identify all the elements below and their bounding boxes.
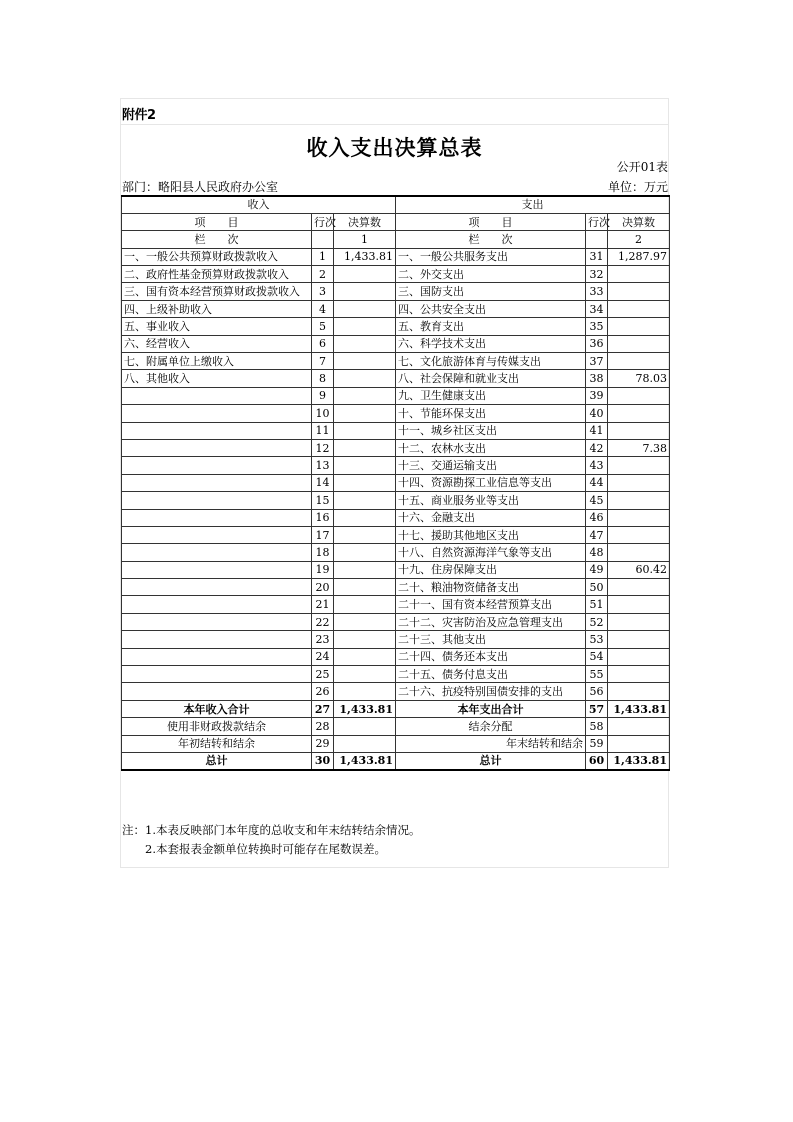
grand-income-total-label: 总计 [122,753,312,770]
income-item-cell: 三、国有资本经营预算财政拨款收入 [122,283,312,300]
table-row [122,370,670,387]
expense-item-cell: 二十二、灾害防治及应急管理支出 [396,613,586,630]
expense-line-cell: 53 [586,631,608,648]
expense-amount-cell: 78.03 [608,370,670,387]
income-line-cell: 14 [312,474,334,491]
expense-amount-cell [608,318,670,335]
income-amount-cell: 1,433.81 [334,248,396,265]
income-amount-cell [334,683,396,700]
income-line-cell: 2 [312,266,334,283]
year-expense-total-label: 本年支出合计 [396,700,586,717]
income-item-cell: 二、政府性基金预算财政拨款收入 [122,266,312,283]
table-cell: 30 [312,753,334,770]
income-item-cell [122,474,312,491]
column-number-row [122,231,670,248]
empty-cell [586,231,608,248]
income-item-cell [122,666,312,683]
expense-item-cell: 十五、商业服务业等支出 [396,492,586,509]
expense-item-cell: 七、文化旅游体育与传媒支出 [396,353,586,370]
table-row [122,631,670,648]
expense-item-cell: 十二、农林水支出 [396,439,586,456]
expense-line-header: 行次 [586,213,608,230]
income-amount-cell [334,370,396,387]
expense-item-cell: 十三、交通运输支出 [396,457,586,474]
expense-amount-cell [608,596,670,613]
income-line-cell: 24 [312,648,334,665]
income-line-cell: 20 [312,579,334,596]
income-header: 收入 [122,196,396,213]
expense-item-cell: 二十三、其他支出 [396,631,586,648]
income-item-cell [122,509,312,526]
expense-amount-cell [608,405,670,422]
expense-line-cell: 47 [586,526,608,543]
income-column-number: 1 [334,231,396,248]
income-item-cell [122,579,312,596]
income-line-cell: 21 [312,596,334,613]
table-row [122,474,670,491]
income-line-cell: 4 [312,300,334,317]
expense-amount-cell [608,631,670,648]
expense-line-cell: 56 [586,683,608,700]
attachment-label: 附件2 [122,108,156,123]
table-cell [334,718,396,735]
income-item-cell: 四、上级补助收入 [122,300,312,317]
table-cell: 27 [312,700,334,717]
income-line-cell: 19 [312,561,334,578]
table-cell: 28 [312,718,334,735]
income-line-cell: 13 [312,457,334,474]
expense-line-cell: 37 [586,353,608,370]
expense-line-cell: 49 [586,561,608,578]
table-cell: 57 [586,700,608,717]
table-row [122,735,670,752]
form-number: 公开01表 [616,160,668,174]
income-amount-cell [334,387,396,404]
income-column-label: 栏 次 [122,231,312,248]
income-line-header: 行次 [312,213,334,230]
table-row [122,561,670,578]
surplus-distribution-label: 结余分配 [396,718,586,735]
expense-line-cell: 55 [586,666,608,683]
income-line-cell: 17 [312,526,334,543]
expense-header: 支出 [396,196,670,213]
unit-label: 单位：万元 [607,180,668,194]
table-row [122,439,670,456]
table-row [122,387,670,404]
income-line-cell: 18 [312,544,334,561]
income-amount-cell [334,492,396,509]
table-cell: 29 [312,735,334,752]
expense-item-header: 项 目 [396,213,586,230]
table-row [122,283,670,300]
income-item-header: 项 目 [122,213,312,230]
table-row [122,266,670,283]
page-title: 收入支出决算总表 [306,136,483,160]
column-header-row [122,213,670,230]
income-item-cell [122,648,312,665]
expense-item-cell: 十一、城乡社区支出 [396,422,586,439]
income-amount-cell [334,266,396,283]
income-item-cell [122,596,312,613]
income-expense-table [121,195,670,771]
expense-amount-cell [608,544,670,561]
table-row [122,596,670,613]
income-line-cell: 25 [312,666,334,683]
grand-expense-total-amount: 1,433.81 [608,753,670,770]
income-line-cell: 15 [312,492,334,509]
expense-item-cell: 八、社会保障和就业支出 [396,370,586,387]
grand-total-row [122,753,670,770]
income-item-cell: 一、一般公共预算财政拨款收入 [122,248,312,265]
income-item-cell [122,631,312,648]
expense-item-cell: 四、公共安全支出 [396,300,586,317]
income-line-cell: 9 [312,387,334,404]
table-row [122,579,670,596]
expense-line-cell: 36 [586,335,608,352]
expense-amount-cell [608,683,670,700]
table-cell [608,718,670,735]
expense-item-cell: 二、外交支出 [396,266,586,283]
income-item-cell: 六、经营收入 [122,335,312,352]
income-amount-cell [334,422,396,439]
table-cell [608,735,670,752]
divider [120,124,669,125]
income-amount-cell [334,405,396,422]
year-income-total-amount: 1,433.81 [334,700,396,717]
expense-item-cell: 十八、自然资源海洋气象等支出 [396,544,586,561]
grand-income-total-amount: 1,433.81 [334,753,396,770]
footnote-2: 2.本套报表金额单位转换时可能存在尾数误差。 [145,842,386,856]
income-amount-cell [334,335,396,352]
expense-column-number: 2 [608,231,670,248]
expense-item-cell: 六、科学技术支出 [396,335,586,352]
year-income-total-label: 本年收入合计 [122,700,312,717]
expense-item-cell: 二十一、国有资本经营预算支出 [396,596,586,613]
income-line-cell: 8 [312,370,334,387]
expense-item-cell: 五、教育支出 [396,318,586,335]
expense-item-cell: 二十四、债务还本支出 [396,648,586,665]
expense-amount-cell [608,474,670,491]
income-item-cell [122,439,312,456]
expense-line-cell: 33 [586,283,608,300]
income-item-cell [122,683,312,700]
income-item-cell [122,544,312,561]
income-amount-cell [334,353,396,370]
table-cell: 60 [586,753,608,770]
table-row [122,648,670,665]
expense-item-cell: 十四、资源勘探工业信息等支出 [396,474,586,491]
income-amount-cell [334,561,396,578]
table-row [122,300,670,317]
income-line-cell: 12 [312,439,334,456]
expense-amount-cell [608,509,670,526]
expense-line-cell: 39 [586,387,608,404]
expense-line-cell: 42 [586,439,608,456]
table-row [122,248,670,265]
income-item-cell [122,613,312,630]
income-item-cell [122,387,312,404]
expense-item-cell: 十六、金融支出 [396,509,586,526]
income-amount-cell [334,631,396,648]
income-item-cell [122,422,312,439]
income-amount-header: 决算数 [334,213,396,230]
income-amount-cell [334,474,396,491]
expense-amount-header: 决算数 [608,213,670,230]
income-amount-cell [334,509,396,526]
ending-balance-label: 年末结转和结余 [396,735,586,752]
income-line-cell: 7 [312,353,334,370]
income-item-cell: 七、附属单位上缴收入 [122,353,312,370]
income-line-cell: 16 [312,509,334,526]
expense-amount-cell [608,353,670,370]
table-row [122,544,670,561]
table-cell: 59 [586,735,608,752]
expense-item-cell: 二十六、抗疫特别国债安排的支出 [396,683,586,700]
table-row [122,422,670,439]
table-row [122,353,670,370]
income-line-cell: 6 [312,335,334,352]
expense-item-cell: 十七、援助其他地区支出 [396,526,586,543]
income-amount-cell [334,613,396,630]
expense-amount-cell [608,300,670,317]
expense-line-cell: 54 [586,648,608,665]
income-item-cell [122,561,312,578]
empty-cell [312,231,334,248]
table-row [122,335,670,352]
expense-amount-cell [608,613,670,630]
expense-amount-cell [608,666,670,683]
income-amount-cell [334,666,396,683]
expense-line-cell: 50 [586,579,608,596]
expense-item-cell: 十九、住房保障支出 [396,561,586,578]
year-total-row [122,700,670,717]
income-line-cell: 23 [312,631,334,648]
income-amount-cell [334,318,396,335]
income-amount-cell [334,526,396,543]
expense-item-cell: 十、节能环保支出 [396,405,586,422]
income-line-cell: 22 [312,613,334,630]
income-line-cell: 1 [312,248,334,265]
table-row [122,683,670,700]
expense-line-cell: 48 [586,544,608,561]
expense-amount-cell [608,648,670,665]
income-line-cell: 26 [312,683,334,700]
income-amount-cell [334,457,396,474]
expense-line-cell: 44 [586,474,608,491]
table-row [122,613,670,630]
income-amount-cell [334,596,396,613]
footnotes [122,821,420,859]
expense-line-cell: 51 [586,596,608,613]
table-cell: 58 [586,718,608,735]
expense-item-cell: 三、国防支出 [396,283,586,300]
expense-amount-cell: 7.38 [608,439,670,456]
expense-amount-cell [608,579,670,596]
income-amount-cell [334,648,396,665]
section-header-row [122,196,670,213]
expense-line-cell: 45 [586,492,608,509]
expense-item-cell: 一、一般公共服务支出 [396,248,586,265]
expense-amount-cell [608,457,670,474]
non-fiscal-surplus-label: 使用非财政拨款结余 [122,718,312,735]
expense-line-cell: 32 [586,266,608,283]
income-line-cell: 10 [312,405,334,422]
income-item-cell [122,492,312,509]
table-cell [334,735,396,752]
income-item-cell [122,526,312,543]
expense-amount-cell [608,283,670,300]
income-amount-cell [334,579,396,596]
year-expense-total-amount: 1,433.81 [608,700,670,717]
expense-amount-cell [608,335,670,352]
income-amount-cell [334,439,396,456]
expense-amount-cell: 1,287.97 [608,248,670,265]
expense-line-cell: 52 [586,613,608,630]
table-row [122,526,670,543]
table-row [122,318,670,335]
expense-line-cell: 46 [586,509,608,526]
income-item-cell: 五、事业收入 [122,318,312,335]
footnote-1: 注：1.本表反映部门本年度的总收支和年末结转结余情况。 [122,823,421,837]
expense-item-cell: 二十五、债务付息支出 [396,666,586,683]
table-row [122,457,670,474]
grand-expense-total-label: 总计 [396,753,586,770]
expense-line-cell: 35 [586,318,608,335]
expense-column-label: 栏 次 [396,231,586,248]
department-label: 部门：略阳县人民政府办公室 [122,180,279,194]
income-amount-cell [334,300,396,317]
expense-line-cell: 40 [586,405,608,422]
income-item-cell [122,457,312,474]
expense-item-cell: 二十、粮油物资储备支出 [396,579,586,596]
expense-amount-cell: 60.42 [608,561,670,578]
beginning-balance-label: 年初结转和结余 [122,735,312,752]
expense-line-cell: 38 [586,370,608,387]
expense-item-cell: 九、卫生健康支出 [396,387,586,404]
income-line-cell: 3 [312,283,334,300]
expense-line-cell: 43 [586,457,608,474]
expense-amount-cell [608,387,670,404]
income-amount-cell [334,544,396,561]
expense-amount-cell [608,266,670,283]
expense-amount-cell [608,492,670,509]
expense-line-cell: 41 [586,422,608,439]
expense-amount-cell [608,422,670,439]
table-row [122,718,670,735]
income-line-cell: 5 [312,318,334,335]
income-amount-cell [334,283,396,300]
income-line-cell: 11 [312,422,334,439]
expense-line-cell: 31 [586,248,608,265]
table-row [122,666,670,683]
table-row [122,509,670,526]
expense-amount-cell [608,526,670,543]
table-row [122,492,670,509]
expense-line-cell: 34 [586,300,608,317]
income-item-cell [122,405,312,422]
table-row [122,405,670,422]
income-item-cell: 八、其他收入 [122,370,312,387]
